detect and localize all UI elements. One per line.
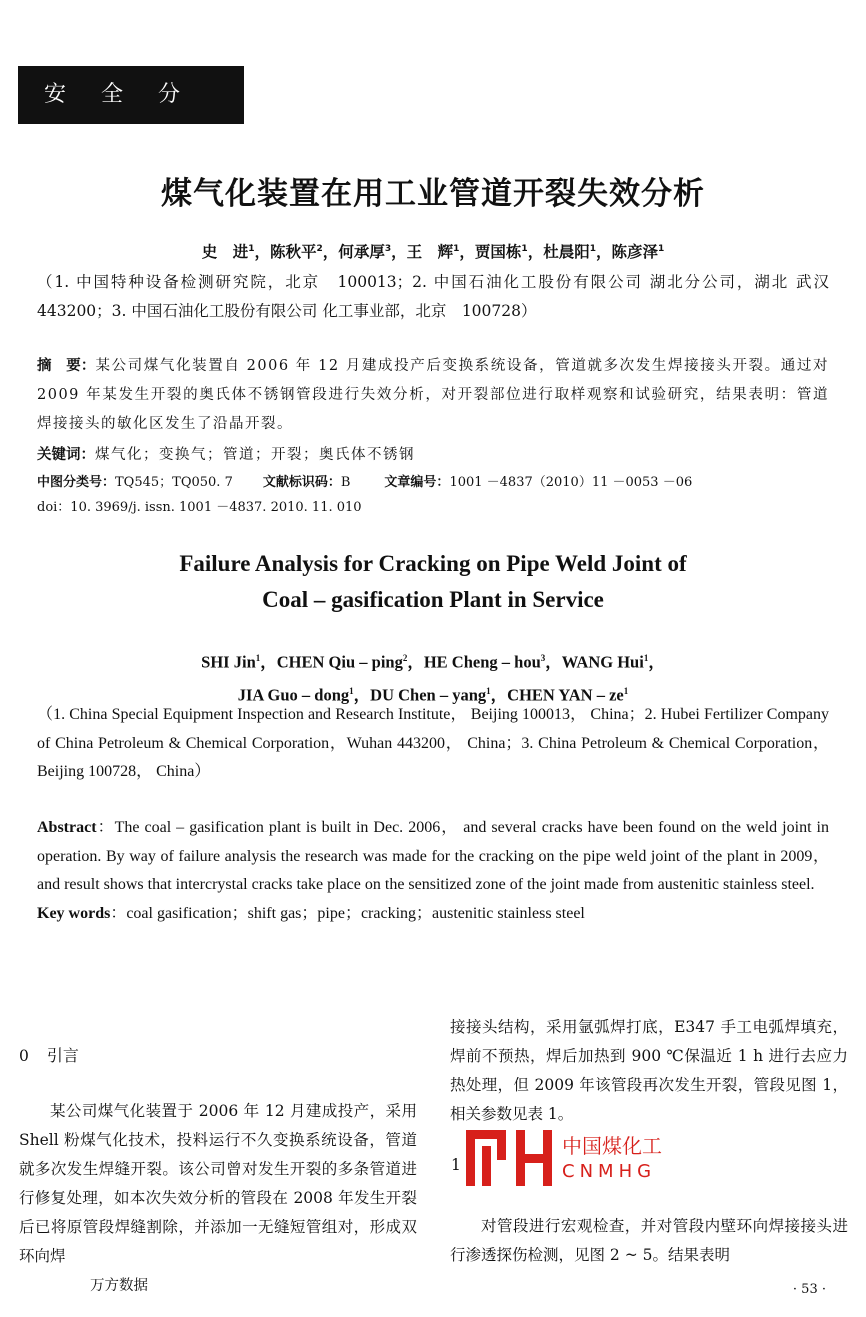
affiliations-en: （1. China Special Equipment Inspection and Research Institute， Beijing 100013， China；2. Hubei Fertilizer Company of China Petroleum & Chemical Corporation，Wuhan 443200， China；3. China Petroleum & Chemical Corporation， Beijing 100728， China） — [37, 706, 829, 780]
abstract-zh — [37, 352, 829, 439]
abstract-en-body — [37, 814, 829, 900]
author-affiliation-mark: 1 — [255, 653, 261, 663]
title-en-line1: Failure Analysis for Cracking on Pipe Weld Joint of — [179, 551, 687, 576]
author-affiliation-mark: 1 — [658, 243, 665, 254]
classification-line — [37, 471, 692, 490]
abstract-en-label: Abstract — [37, 819, 97, 836]
author-affiliation-mark: 2 — [316, 243, 323, 254]
article-no-label: 文章编号： — [384, 475, 450, 490]
author-name: CHEN Qiu – ping — [276, 652, 403, 672]
paper-title-zh: 煤气化装置在用工业管道开裂失效分析 — [161, 176, 705, 212]
author-affiliation-mark: 1 — [521, 243, 528, 254]
author-affiliation-mark: 1 — [486, 685, 491, 696]
logo-name-en: CNMHG — [562, 1161, 657, 1182]
authors-en — [0, 644, 866, 709]
clc-value: TQ545；TQ050. 7 — [115, 475, 233, 490]
right-paragraph-2: 对管段进行宏观检查，并对管段内壁环向焊接接头进行渗透探伤检测，见图 2 ~ 5。结果表明 — [450, 1217, 848, 1264]
author-affiliation-mark: 1 — [643, 653, 649, 663]
intro-paragraph: 某公司煤气化装置于 2006 年 12 月建成投产，采用 Shell 粉煤气化技术，投料运行不久变换系统设备，管道就多次发生焊缝开裂。该公司曾对发生开裂的多条管道进行修复处理，如本次失效分析的管段在 2008 年发生开裂后已将原管段焊缝割除，并添加一无缝短管组对，形成双环向焊 — [19, 1102, 417, 1265]
section-tag: 安 全 分 析 — [18, 66, 244, 124]
author-name: DU Chen – yang — [370, 685, 487, 704]
authors-en-line1: SHI Jin$^1$，CHEN Qiu – ping$^2$，HE Cheng – hou$^3$，WANG Hui$^1$， — [201, 652, 665, 672]
author-name: 陈彦泽 — [611, 243, 659, 261]
paper-title-en — [0, 546, 866, 618]
author-affiliation-mark: 2 — [402, 653, 408, 663]
abstract-zh-label: 摘 要： — [37, 358, 96, 374]
author-name: HE Cheng – hou — [423, 652, 541, 672]
section-number: 0 — [19, 1047, 29, 1065]
keywords-zh — [37, 443, 415, 464]
keywords-zh-label: 关键词： — [37, 447, 95, 463]
section-number-1: 1 — [451, 1156, 461, 1174]
abstract-en-text: ：The coal – gasification plant is built in Dec. 2006， and several cracks have been found on the weld joint in operation. By way of failure analysis the research was made for the cracking on the pipe weld joint of the plant in 2009， and result shows that intercrystal cracks take place on the sensitized zone of the joint made from austenitic stainless steel. — [37, 819, 829, 893]
author-name: WANG Hui — [561, 652, 644, 672]
author-affiliation-mark: 1 — [248, 243, 255, 254]
keywords-en-text: ：coal gasification；shift gas；pipe；cracking；austenitic stainless steel — [110, 904, 585, 922]
doc-code-label: 文献标识码： — [262, 475, 341, 490]
author-name: 王 辉 — [406, 243, 454, 261]
article-no-value: 1001 －4837（2010）11 －0053 －06 — [449, 475, 693, 490]
clc-label: 中图分类号： — [37, 475, 116, 490]
author-name: CHEN YAN – ze — [507, 685, 624, 704]
page-number: · 53 · — [792, 1282, 826, 1297]
doc-code-value: B — [340, 475, 351, 490]
logo — [466, 1128, 676, 1188]
author-name: 史 进 — [201, 243, 249, 261]
author-name: 陈秋平 — [270, 243, 317, 261]
logo-mark-icon — [466, 1130, 556, 1186]
author-affiliation-mark: 1 — [453, 243, 460, 254]
author-name: 贾国栋 — [474, 243, 522, 261]
abstract-en — [37, 814, 829, 928]
right-paragraph-1: 接接头结构，采用氩弧焊打底，E347 手工电弧焊填充，焊前不预热，焊后加热到 900 ℃保温近 1 h 进行去应力热处理，但 2009 年该管段再次发生开裂，管段见图 1，相关参数见表 1。 — [450, 1018, 848, 1123]
author-name: 何承厚 — [338, 243, 385, 261]
affiliations-zh: （1. 中国特种设备检测研究院，北京 100013；2. 中国石油化工股份有限公司 湖北分公司，湖北 武汉 443200；3. 中国石油化工股份有限公司 化工事业部，北京 100728） — [37, 273, 845, 320]
author-affiliation-mark: 1 — [349, 685, 354, 696]
author-affiliation-mark: 3 — [384, 243, 392, 254]
author-name: JIA Guo – dong — [237, 685, 350, 704]
authors-en-line2: JIA Guo – dong$^1$，DU Chen – yang$^1$，CHEN YAN – $ze^1$ — [237, 685, 629, 704]
author-affiliation-mark: 3 — [540, 653, 546, 663]
author-affiliation-mark: 1 — [589, 243, 596, 254]
section-title: 引言 — [46, 1046, 79, 1065]
section-heading-intro — [19, 1041, 417, 1071]
author-affiliation-mark: 1 — [623, 685, 629, 696]
doi: doi：10. 3969/j. issn. 1001 －4837. 2010. 11. 010 — [37, 500, 362, 515]
footer-source: 万方数据 — [90, 1278, 148, 1294]
author-name: 杜晨阳 — [543, 243, 590, 261]
abstract-zh-text: 某公司煤气化装置自 2006 年 12 月建成投产后变换系统设备，管道就多次发生焊接接头开裂。通过对 2009 年某发生开裂的奥氏体不锈钢管段进行失效分析，对开裂部位进行取样观察和试验研究，结果表明：管道焊接接头的敏化区发生了沿晶开裂。 — [37, 358, 829, 432]
authors-zh: 史 进$^1$，陈秋平$^2$，何承厚$^3$，王 辉$^1$，贾国栋$^1$，杜晨阳$^1$，陈彦泽$^1$ — [201, 243, 665, 261]
keywords-en-label: Key words — [37, 904, 111, 922]
keywords-zh-text: 煤气化；变换气；管道；开裂；奥氏体不锈钢 — [95, 447, 415, 463]
keywords-en — [37, 900, 829, 929]
logo-name-zh: 中国煤化工 — [562, 1134, 662, 1158]
title-en-line2: Coal – gasification Plant in Service — [262, 587, 604, 612]
author-name: SHI Jin — [201, 652, 256, 672]
